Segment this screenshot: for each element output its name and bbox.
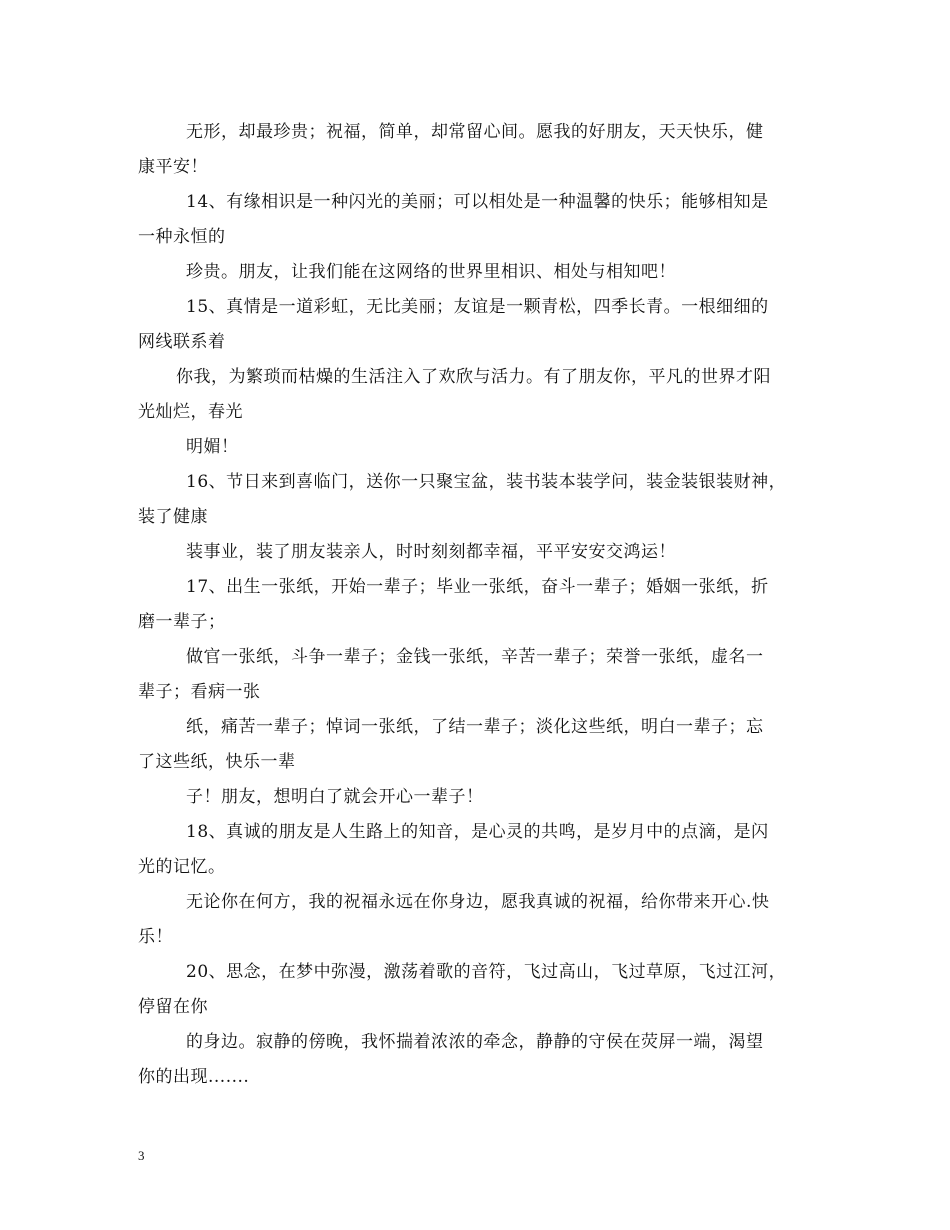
text-line: 无论你在何方，我的祝福永远在你身边，愿我真诚的祝福，给你带来开心.快 xyxy=(186,892,770,912)
text-line: 15、真情是一道彩虹，无比美丽；友谊是一颗青松，四季长青。一根细细的 xyxy=(186,297,769,317)
text-line: 20、思念，在梦中弥漫，激荡着歌的音符，飞过高山，飞过草原，飞过江河， xyxy=(186,962,787,982)
text-line: 无形，却最珍贵；祝福，简单，却常留心间。愿我的好朋友，天天快乐，健 xyxy=(186,122,764,142)
text-line: 康平安！ xyxy=(138,157,208,177)
text-line: 珍贵。朋友，让我们能在这网络的世界里相识、相处与相知吧！ xyxy=(186,262,676,282)
text-line: 装事业，装了朋友装亲人，时时刻刻都幸福，平平安安交鸿运！ xyxy=(186,542,676,562)
text-line: 你的出现....... xyxy=(138,1067,250,1087)
text-line: 乐！ xyxy=(138,927,173,947)
text-line: 停留在你 xyxy=(138,997,208,1017)
text-line: 网线联系着 xyxy=(138,332,226,352)
text-line: 装了健康 xyxy=(138,507,208,527)
text-line: 纸，痛苦一辈子；悼词一张纸，了结一辈子；淡化这些纸，明白一辈子；忘 xyxy=(186,717,764,737)
text-line: 光的记忆。 xyxy=(138,857,226,877)
document-body xyxy=(138,115,828,1095)
page-number: 3 xyxy=(138,1148,145,1163)
text-line: 子！朋友，想明白了就会开心一辈子！ xyxy=(186,787,484,807)
text-line: 你我，为繁琐而枯燥的生活注入了欢欣与活力。有了朋友你，平凡的世界才阳 xyxy=(176,367,771,387)
text-line: 磨一辈子； xyxy=(138,612,226,632)
text-line: 光灿烂，春光 xyxy=(138,402,243,422)
text-line: 14、有缘相识是一种闪光的美丽；可以相处是一种温馨的快乐；能够相知是 xyxy=(186,192,769,212)
text-line: 明媚！ xyxy=(186,437,239,457)
text-line: 16、节日来到喜临门，送你一只聚宝盆，装书装本装学问，装金装银装财神， xyxy=(186,472,787,492)
text-line: 17、出生一张纸，开始一辈子；毕业一张纸，奋斗一辈子；婚姻一张纸，折 xyxy=(186,577,769,597)
text-line: 辈子；看病一张 xyxy=(138,682,261,702)
text-line: 做官一张纸，斗争一辈子；金钱一张纸，辛苦一辈子；荣誉一张纸，虚名一 xyxy=(186,647,764,667)
text-line: 了这些纸，快乐一辈 xyxy=(138,752,296,772)
text-line: 一种永恒的 xyxy=(138,227,226,247)
text-line: 18、真诚的朋友是人生路上的知音，是心灵的共鸣，是岁月中的点滴，是闪 xyxy=(186,822,769,842)
text-line: 的身边。寂静的傍晚，我怀揣着浓浓的牵念，静静的守侯在荧屏一端，渴望 xyxy=(186,1032,764,1052)
